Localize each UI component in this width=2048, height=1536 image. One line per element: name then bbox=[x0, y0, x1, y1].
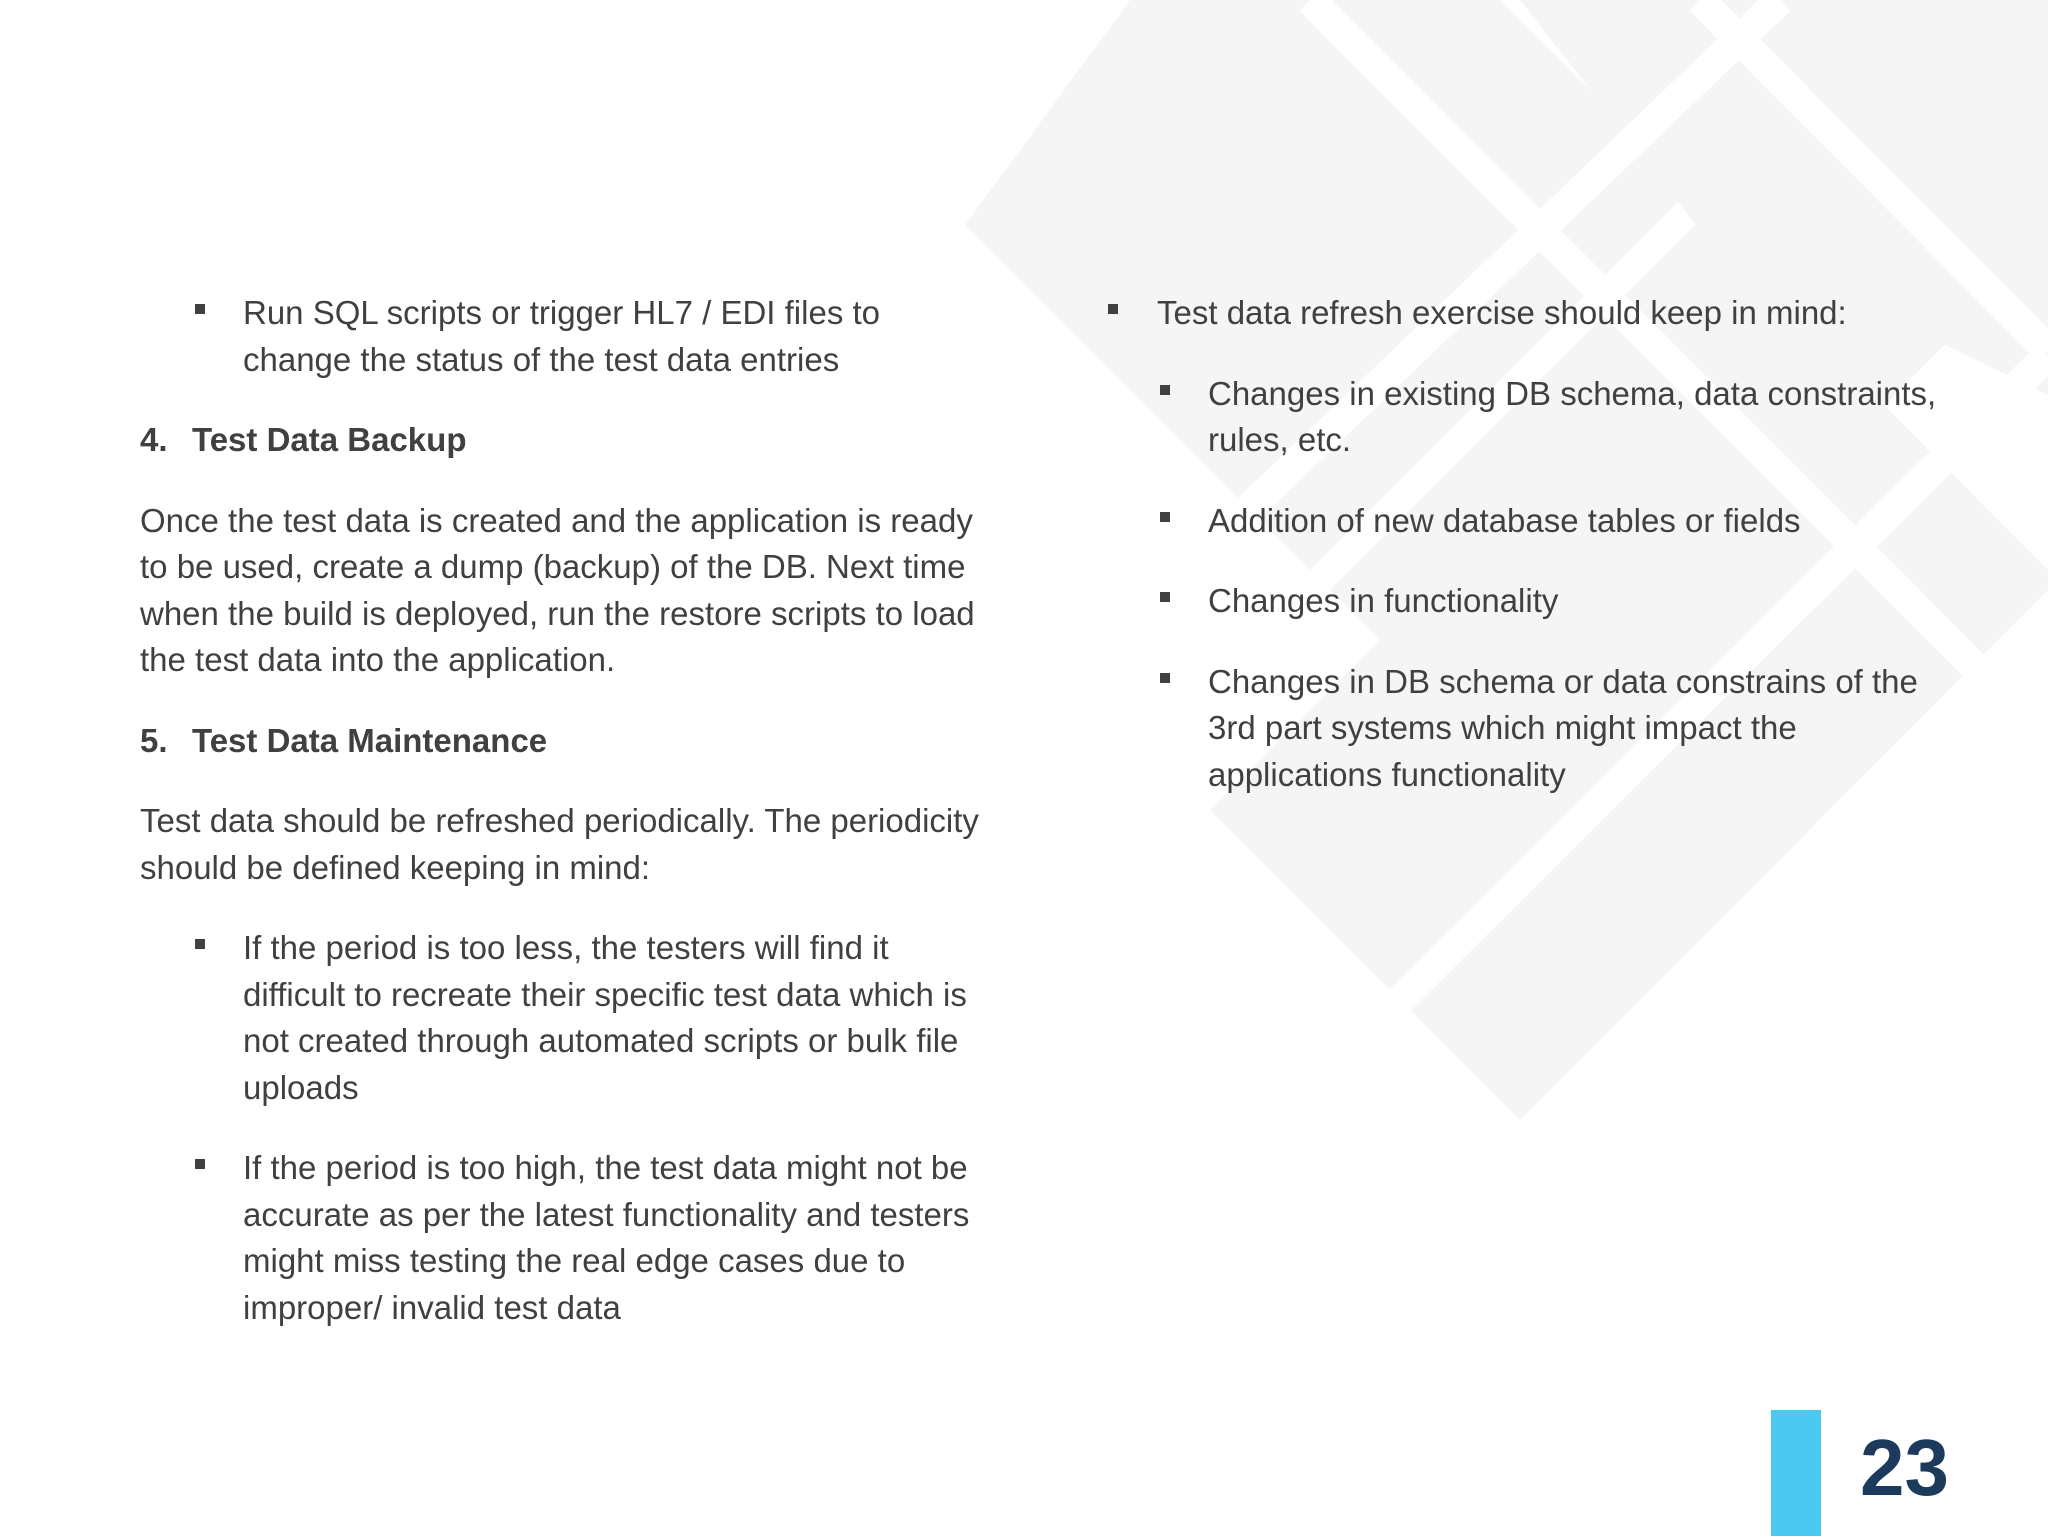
list-item bbox=[1105, 371, 1945, 464]
section-heading-maintenance bbox=[140, 718, 980, 765]
bullet-text: Run SQL scripts or trigger HL7 / EDI files to change the status of the test data entries bbox=[243, 294, 881, 378]
square-bullet-icon bbox=[195, 304, 205, 314]
list-item bbox=[1105, 659, 1945, 799]
square-bullet-icon bbox=[1160, 385, 1170, 395]
bullet-text: If the period is too less, the testers will find it difficult to recreate their specific test data which is not created through automated scripts or bulk file uploads bbox=[243, 929, 967, 1106]
square-bullet-icon bbox=[1160, 592, 1170, 602]
list-item bbox=[140, 290, 980, 383]
square-bullet-icon bbox=[1108, 304, 1118, 314]
bullet-text: Changes in DB schema or data constrains of the 3rd part systems which might impact the applications functionality bbox=[1208, 662, 1918, 793]
section-body: Test data should be refreshed periodically. The periodicity should be defined keeping in mind: bbox=[140, 802, 979, 886]
square-bullet-icon bbox=[195, 1159, 205, 1169]
right-column bbox=[1105, 290, 1945, 832]
bullet-text: Addition of new database tables or fields bbox=[1208, 501, 1801, 539]
section-title: Test Data Maintenance bbox=[192, 721, 548, 759]
list-item bbox=[140, 1145, 980, 1331]
bullet-text: Test data refresh exercise should keep in mind: bbox=[1157, 294, 1847, 331]
left-column bbox=[140, 290, 980, 1365]
section-title: Test Data Backup bbox=[192, 421, 467, 458]
bullet-text: Changes in existing DB schema, data constraints, rules, etc. bbox=[1208, 374, 1937, 458]
section-body: Once the test data is created and the application is ready to be used, create a dump (backup) of the DB. Next time when the build is deployed, run the restore scripts to load the test data into the application. bbox=[140, 501, 975, 678]
section-heading-backup bbox=[140, 417, 980, 464]
list-item bbox=[1105, 578, 1945, 625]
square-bullet-icon bbox=[195, 939, 205, 949]
section-number: 4. bbox=[140, 421, 168, 458]
bullet-text: If the period is too high, the test data might not be accurate as per the latest functionality and testers might miss testing the real edge cases due to improper/ invalid test data bbox=[243, 1149, 970, 1326]
page-number: 23 bbox=[1860, 1423, 1949, 1512]
page-number-accent-bar bbox=[1771, 1410, 1821, 1536]
section-number: 5. bbox=[140, 721, 168, 759]
list-item bbox=[1105, 498, 1945, 545]
bullet-text: Changes in functionality bbox=[1208, 582, 1559, 619]
square-bullet-icon bbox=[1160, 512, 1170, 522]
list-item bbox=[1105, 290, 1945, 337]
list-item bbox=[140, 925, 980, 1111]
square-bullet-icon bbox=[1160, 673, 1170, 683]
